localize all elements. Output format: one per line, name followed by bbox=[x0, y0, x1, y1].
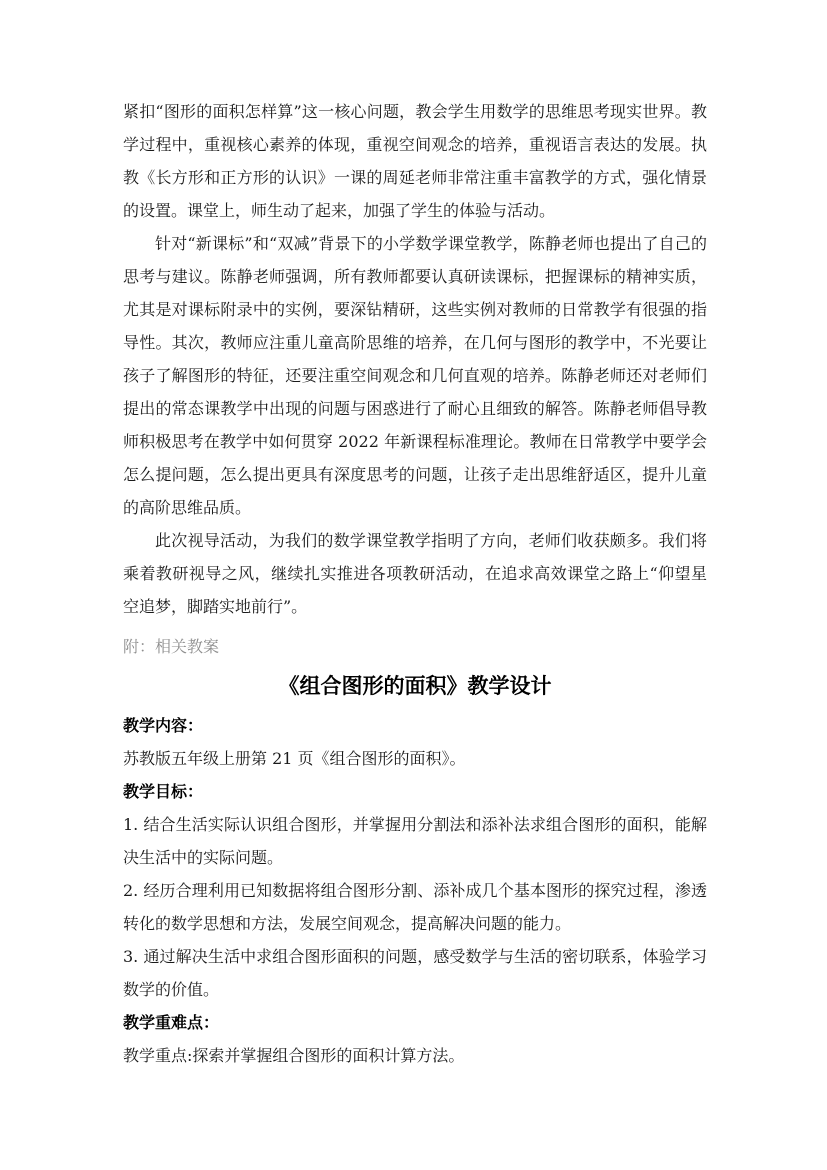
lesson-plan-title: 《组合图形的面积》教学设计 bbox=[278, 673, 552, 698]
attachment-note: 附：相关教案 bbox=[123, 637, 220, 656]
section-heading-teaching-goals: 教学目标： bbox=[123, 782, 204, 801]
intro-paragraph-1: 紧扣“图形的面积怎样算”这一核心问题，教会学生用数学的思维思考现实世界。教学过程中，重视核心素养的体现，重视空间观念的培养，重视语言表达的发展。执教《长方形和正方形的认识》一课的周延老师非常注重丰富教学的方式，强化情景的设置。课堂上，师生动了起来，加强了学生的体验与活动。 bbox=[123, 102, 707, 220]
teaching-goal-3: 3. 通过解决生活中求组合图形面积的问题，感受数学与生活的密切联系，体验学习数学的价值。 bbox=[123, 947, 707, 999]
teaching-content-paragraph: 苏教版五年级上册第 21 页《组合图形的面积》。 bbox=[123, 749, 466, 768]
intro-paragraph-2: 针对“新课标”和“双减”背景下的小学数学课堂教学，陈静老师也提出了自己的思考与建议。陈静老师强调，所有教师都要认真研读课标，把握课标的精神实质，尤其是对课标附录中的实例，要深钻精研，这些实例对教师的日常教学有很强的指导性。其次，教师应注重儿童高阶思维的培养，在几何与图形的教学中，不光要让孩子了解图形的特征，还要注重空间观念和几何直观的培养。陈静老师还对老师们提出的常态课教学中出现的问题与困惑进行了耐心且细致的解答。陈静老师倡导教师积极思考在教学中如何贯穿 2022 年新课程标准理论。教师在日常教学中要学会怎么提问题，怎么提出更具有深度思考的问题，让孩子走出思维舒适区，提升儿童的高阶思维品质。 bbox=[123, 234, 707, 517]
intro-paragraph-3: 此次视导活动，为我们的数学课堂教学指明了方向，老师们收获颇多。我们将乘着教研视导之风，继续扎实推进各项教研活动，在追求高效课堂之路上“仰望星空追梦，脚踏实地前行”。 bbox=[123, 531, 707, 616]
section-heading-key-points: 教学重难点： bbox=[123, 1013, 220, 1032]
section-heading-teaching-content: 教学内容： bbox=[123, 716, 204, 735]
teaching-goal-1: 1. 结合生活实际认识组合图形，并掌握用分割法和添补法求组合图形的面积，能解决生活中的实际问题。 bbox=[123, 815, 707, 867]
key-point-paragraph: 教学重点:探索并掌握组合图形的面积计算方法。 bbox=[123, 1046, 465, 1065]
teaching-goal-2: 2. 经历合理利用已知数据将组合图形分割、添补成几个基本图形的探究过程，渗透转化的数学思想和方法，发展空间观念，提高解决问题的能力。 bbox=[123, 881, 707, 933]
